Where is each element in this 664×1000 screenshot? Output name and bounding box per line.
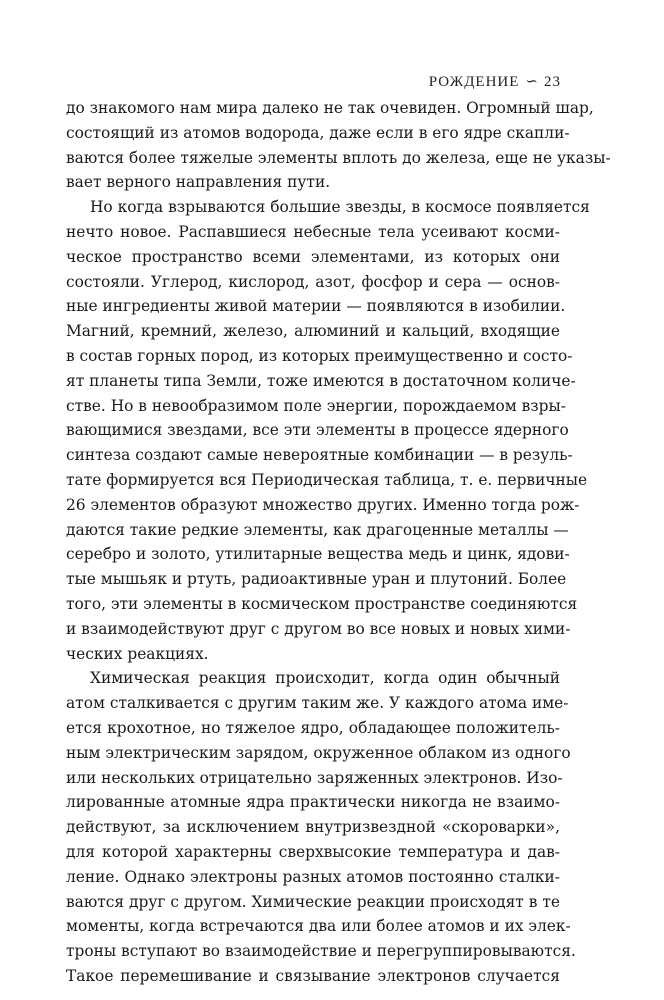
- text-line: ным электрическим зарядом, окруженное облаком из одного: [66, 743, 571, 762]
- page-number: 23: [544, 74, 561, 90]
- paragraph: [66, 195, 590, 666]
- text-line: атом сталкивается с другим таким же. У каждого атома име-: [66, 694, 569, 713]
- text-line: Такое перемешивание и связывание электронов случается: [66, 966, 560, 985]
- text-line: ят планеты типа Земли, тоже имеются в достаточном количе-: [66, 371, 576, 390]
- text-line: действуют, за исключением внутризвездной «скороварки»,: [66, 818, 560, 837]
- text-line: состоящий из атомов водорода, даже если в его ядре скапли-: [66, 123, 570, 142]
- text-line: ваются друг с другом. Химические реакции происходят в те: [66, 892, 560, 911]
- text-line: того, эти элементы в космическом пространстве соединяются: [66, 594, 578, 613]
- text-line: в состав горных пород, из которых преимущественно и состо-: [66, 346, 573, 365]
- text-line: моменты, когда встречаются два или более атомов и их элек-: [66, 917, 571, 936]
- text-line: Магний, кремний, железо, алюминий и кальций, входящие: [66, 322, 560, 341]
- text-line: ческих реакциях.: [66, 644, 209, 663]
- text-line: ется крохотное, но тяжелое ядро, обладающее положитель-: [66, 718, 560, 737]
- text-line: ление. Однако электроны разных атомов постоянно сталки-: [66, 867, 560, 886]
- text-line: Химическая реакция происходит, когда один обычный: [90, 669, 560, 688]
- text-line: лированные атомные ядра практически никогда не взаимо-: [66, 793, 560, 812]
- text-line: тые мышьяк и ртуть, радиоактивные уран и плутоний. Более: [66, 570, 567, 589]
- text-line: или нескольких отрицательно заряженных электронов. Изо-: [66, 768, 563, 787]
- text-line: ческое пространство всеми элементами, из которых они: [66, 247, 560, 266]
- text-line: 26 элементов образуют множество других. Именно тогда рож-: [66, 495, 580, 514]
- text-line: даются такие редкие элементы, как драгоценные металлы —: [66, 520, 569, 539]
- ornament-separator-icon: ∽: [525, 74, 538, 90]
- paragraph: [66, 96, 611, 195]
- running-header: [429, 72, 561, 91]
- text-line: до знакомого нам мира далеко не так очевиден. Огромный шар,: [66, 99, 594, 117]
- text-line: ваются более тяжелые элементы вплоть до железа, еще не указы-: [66, 148, 611, 167]
- text-line: состояли. Углерод, кислород, азот, фосфор и сера — основ-: [66, 272, 560, 291]
- text-line: нечто новое. Распавшиеся небесные тела усеивают косми-: [66, 222, 560, 241]
- text-line: троны вступают во взаимодействие и перегруппировываются.: [66, 942, 576, 961]
- chapter-title: РОЖДЕНИЕ: [428, 74, 520, 90]
- text-line: и взаимодействуют друг с другом во все новых и новых хими-: [66, 619, 571, 638]
- body-text: [66, 96, 611, 989]
- text-line: серебро и золото, утилитарные вещества медь и цинк, ядови-: [66, 545, 570, 564]
- paragraph: [66, 666, 576, 988]
- text-line: тате формируется вся Периодическая таблица, т. е. первичные: [66, 470, 588, 489]
- text-line: вающимися звездами, все эти элементы в процессе ядерного: [66, 421, 569, 440]
- text-line: Но когда взрываются большие звезды, в космосе появляется: [90, 198, 590, 217]
- text-line: для которой характерны сверхвысокие температура и дав-: [66, 842, 560, 861]
- text-line: ные ингредиенты живой материи — появляются в изобилии.: [66, 297, 566, 316]
- text-line: вает верного направления пути.: [66, 173, 331, 192]
- text-line: стве. Но в невообразимом поле энергии, порождаемом взры-: [66, 396, 566, 415]
- text-line: синтеза создают самые невероятные комбинации — в резуль-: [66, 446, 573, 465]
